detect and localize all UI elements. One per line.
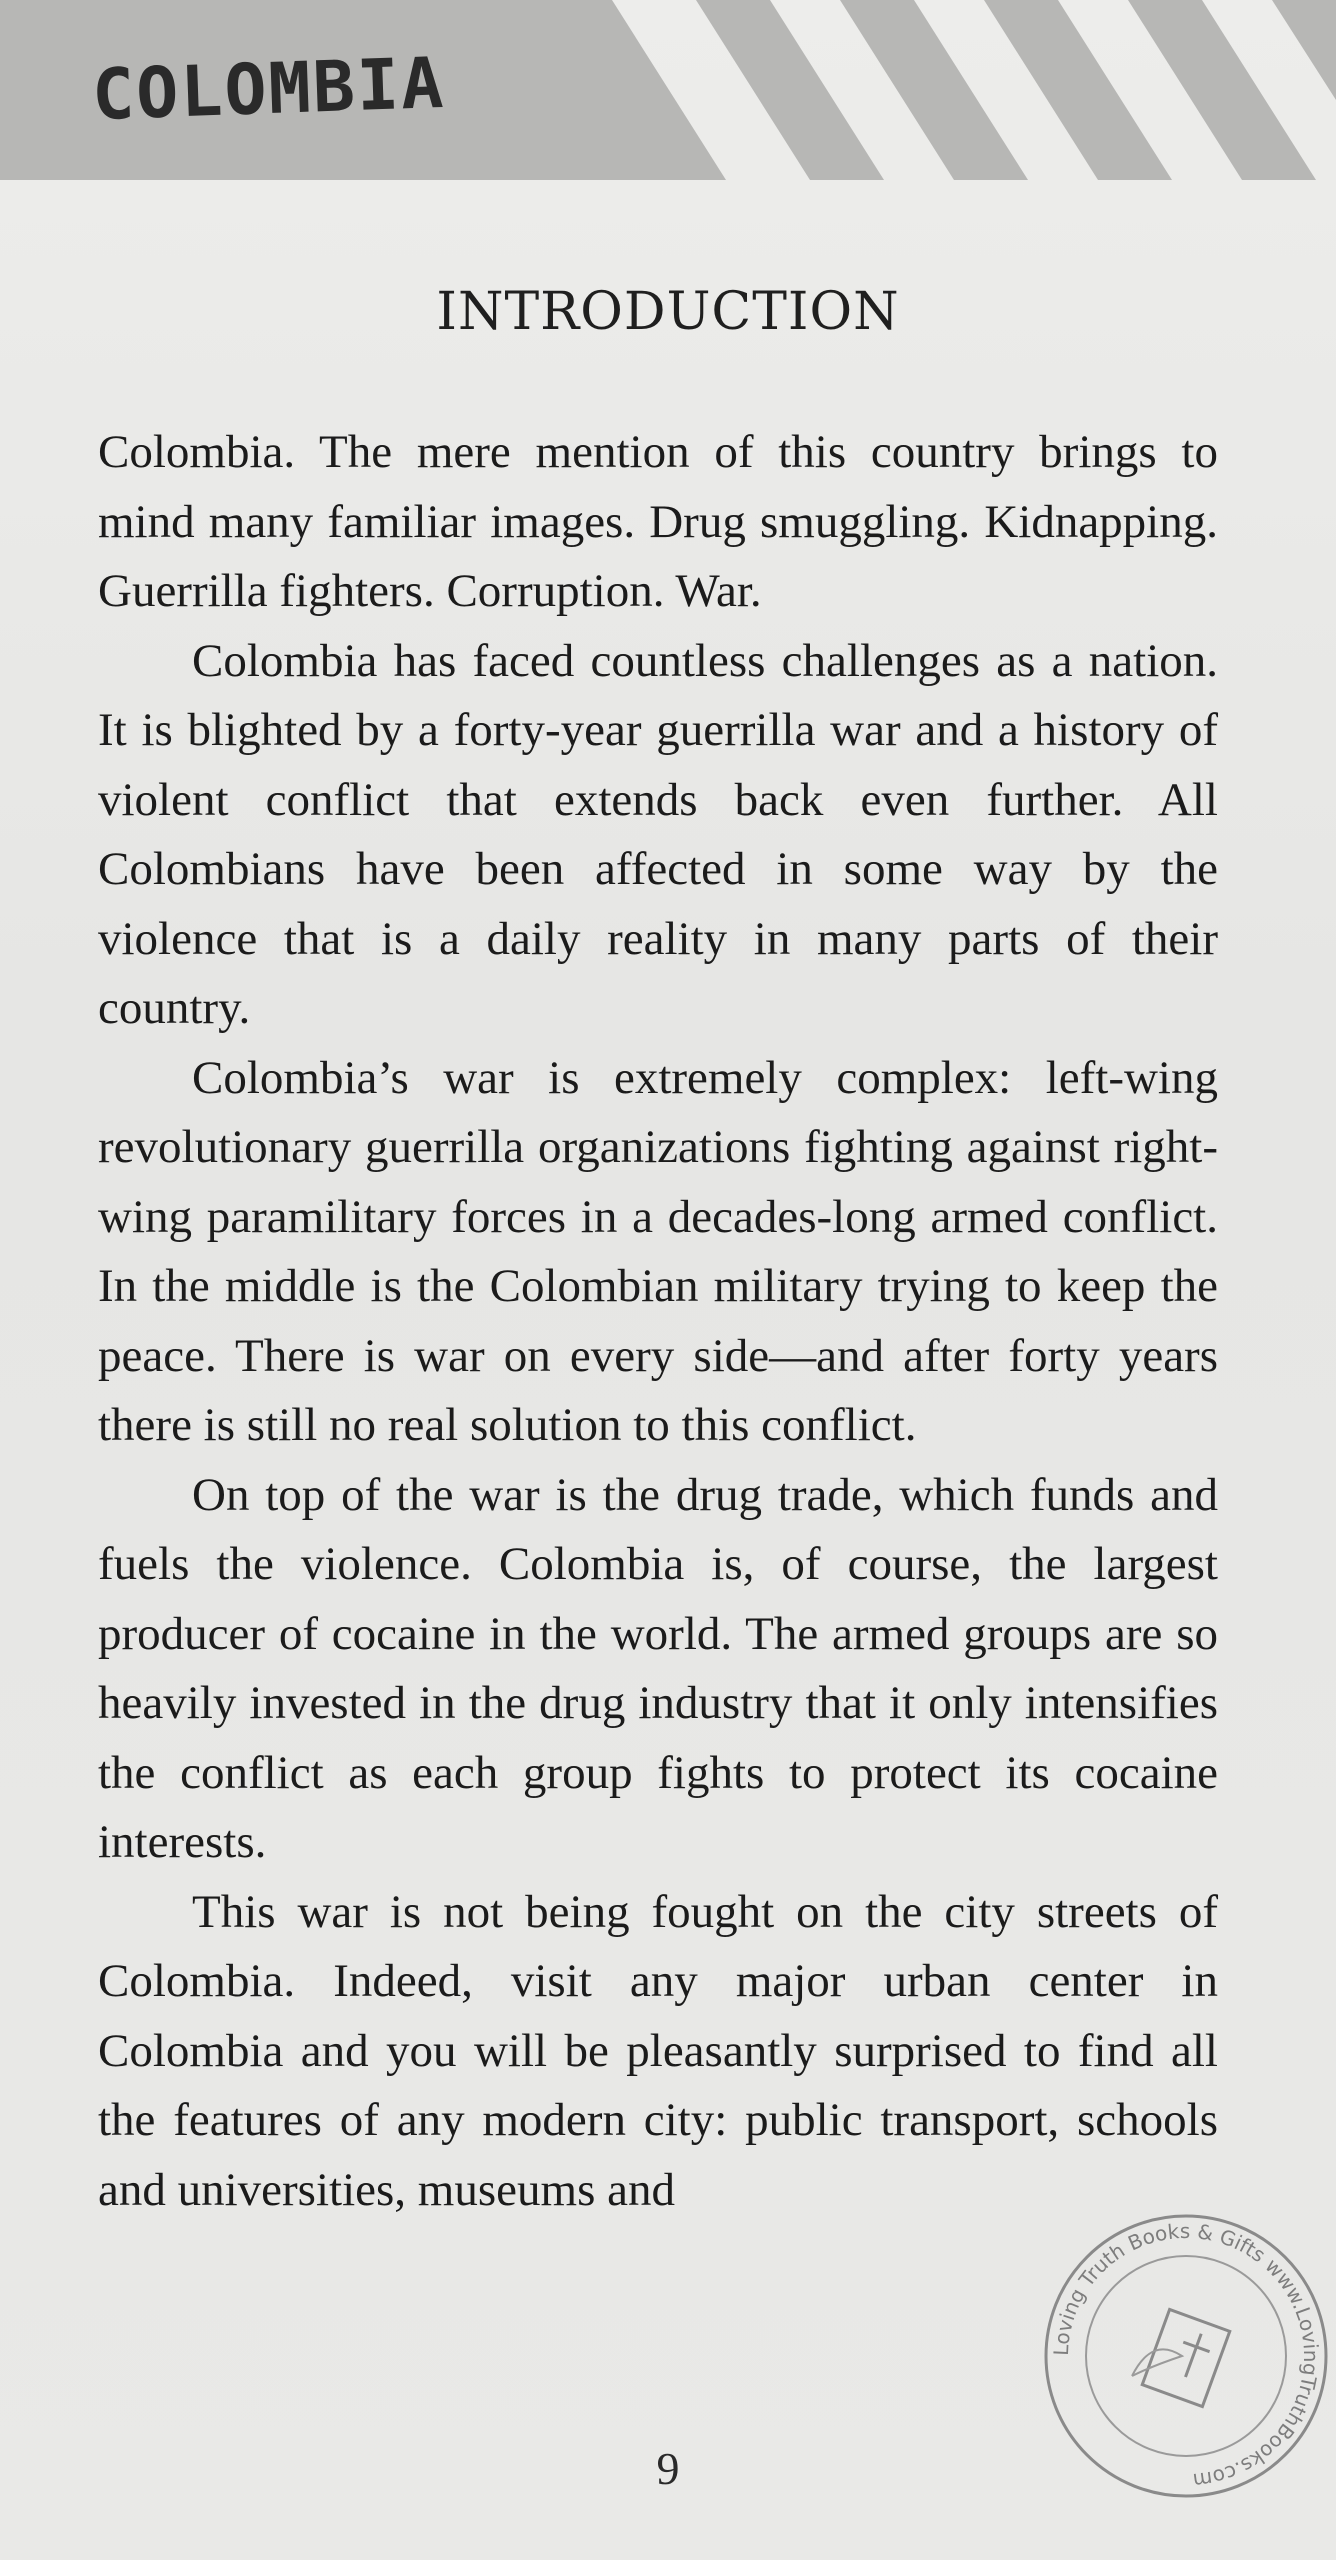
series-title: COLOMBIA — [90, 41, 447, 137]
stamp-text-path: Loving Truth Books & Gifts www.LovingTruthBooks.com — [1048, 2218, 1324, 2494]
book-cross-icon — [1132, 2309, 1230, 2406]
header-stripe — [696, 0, 884, 180]
header-stripe — [840, 0, 1028, 180]
paragraph: Colombia. The mere mention of this country brings to mind many familiar images. Drug smuggling. Kidnapping. Guerrilla fighters. Corruption. War. — [98, 426, 1218, 617]
page-number: 9 — [656, 2443, 680, 2494]
header-stripe — [1128, 0, 1316, 180]
paragraph: Colombia’s war is extremely complex: left-wing revolutionary guerrilla organizations fighting against right-wing paramilitary forces in a decades-long armed conflict. In the middle is the Colombian military trying to keep the peace. There is war on every side—and after forty years there is still no real solution to this conflict. — [98, 1051, 1218, 1451]
header-stripe — [1272, 0, 1336, 100]
paragraph: This war is not being fought on the city streets of Colombia. Indeed, visit any major urban center in Colombia and you will be pleasantly surprised to find all the features of any modern city: public transport, schools and universities, museums and — [98, 1885, 1218, 2216]
paragraph: Colombia has faced countless challenges as a nation. It is blighted by a forty-year guerrilla war and a history of violent conflict that extends back even further. All Colombians have been affected in some way by the violence that is a daily reality in many parts of their country. — [98, 634, 1218, 1034]
stamp-text — [1049, 2219, 1323, 2493]
paragraph: On top of the war is the drug trade, which funds and fuels the violence. Colombia is, of course, the largest producer of cocaine in the world. The armed groups are so heavily invested in the drug industry that it only intensifies the conflict as each group fights to protect its cocaine interests. — [98, 1468, 1218, 1868]
body-text — [98, 418, 1218, 2225]
bookstore-stamp — [1036, 2206, 1336, 2506]
chapter-title: INTRODUCTION — [436, 282, 900, 342]
header-stripe — [984, 0, 1172, 180]
